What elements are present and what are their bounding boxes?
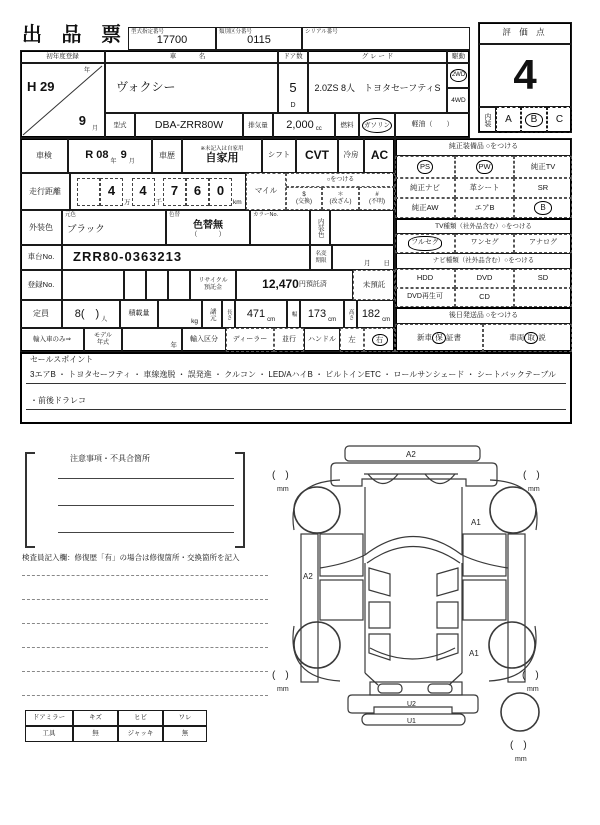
mileage-sen: 千 (155, 198, 162, 206)
import-dealer: ディーラー (226, 328, 274, 352)
navi-dvd-play: DVD再生可 (395, 288, 455, 307)
model-year-l2: 年式 (96, 340, 109, 346)
reg-no-cell-1 (62, 270, 124, 300)
ac-value: AC (364, 138, 395, 173)
model-code-label: 型式 (105, 113, 135, 138)
color-change-value: 色替無 (193, 219, 223, 231)
color-change-paren: （ ） (190, 231, 226, 239)
equip-pw (455, 156, 514, 178)
displacement-number: 2,000 (286, 119, 314, 132)
displacement-value (273, 113, 335, 138)
spec-label: 諸元 (202, 300, 222, 328)
import-parallel: 並行 (274, 328, 304, 352)
color-no-label: カラーNo. (253, 212, 279, 218)
recycle-l1: リサイクル (198, 278, 228, 285)
name-change-value: 月 日 (332, 245, 395, 270)
model-year-value: 年 (122, 328, 182, 352)
length-label: 長さ (222, 300, 235, 328)
inspector-line-6 (22, 695, 268, 696)
length-number: 471 (246, 307, 266, 320)
doors-number: 5 (289, 79, 297, 95)
navi-empty (514, 288, 572, 307)
capacity-number: 8( ) (74, 307, 100, 320)
sales-label: セールスポイント (30, 355, 94, 365)
interior-grade-b (521, 107, 547, 133)
color-no-cell (250, 210, 310, 245)
mileage-label: 走行距離 (20, 173, 70, 210)
evaluation-label: 評 価 点 (478, 22, 572, 44)
model-designation-label: 型式指定番号 (131, 29, 165, 35)
opt2-symbol: ＊ (337, 191, 344, 198)
recycle-l2: 預託金 (203, 285, 222, 291)
shift-label: シフト (262, 138, 296, 173)
handle-label: ハンドル (304, 328, 340, 352)
opt1-symbol: $ (302, 191, 306, 198)
fuel-label: 燃料 (335, 113, 359, 138)
shaken-month-suffix: 月 (128, 159, 135, 166)
class-code-box (216, 27, 302, 50)
mileage-digit-2: 4 (100, 178, 123, 206)
notes-line-1 (58, 478, 234, 479)
mileage-digit-4: 7 (163, 178, 186, 206)
mileage-digit-5: 6 (186, 178, 209, 206)
handle-right (364, 328, 395, 352)
equip-ps-circle: PS (417, 160, 433, 175)
int-color-value (330, 210, 395, 245)
navi-cd: CD (455, 288, 514, 307)
chassis-value: ZRR80-0363213 (62, 245, 310, 270)
equip-leather: 革シート (455, 178, 514, 198)
equipment-header: 純正装備品 ○をつける (395, 138, 572, 156)
import-only-label: 輸入車のみ⇒ (20, 328, 84, 352)
car-name-header: 車 名 (105, 50, 278, 63)
car-name-value: ヴォクシー (105, 63, 278, 113)
height-value (357, 300, 395, 328)
equip-aw: 純正AW (395, 198, 455, 218)
later-ship-header: 後日発送品 ○をつける (395, 307, 572, 324)
damage-a1-rear-label: A1 (469, 649, 479, 658)
int-color-label: 内装色 (310, 210, 330, 245)
mileage-opt-exchange (286, 187, 322, 210)
height-number: 182 (361, 307, 381, 320)
name-change-l1: 名変 (315, 251, 327, 258)
notes-line-3 (58, 532, 234, 533)
tread-front-left: ( ) (272, 470, 289, 481)
tread-rear-right-mm: mm (527, 686, 539, 693)
tool-break: ワレ (163, 710, 207, 726)
first-reg-cell (20, 63, 105, 138)
load-label: 積載量 (120, 300, 158, 328)
width-label: 幅 (287, 300, 300, 328)
recycle-value (236, 270, 353, 300)
shaken-label: 車検 (20, 138, 68, 173)
model-code-value: DBA-ZRR80W (135, 113, 243, 138)
warranty-book (395, 324, 483, 352)
navi-type-header: ナビ種類（社外品含む）○をつける (395, 253, 572, 269)
recycle-amount: 12,470 (262, 277, 299, 292)
color-change-label: 色替 (169, 212, 181, 218)
equip-pw-circle: PW (476, 160, 492, 175)
tread-front-right-mm: mm (528, 486, 540, 493)
history-label: 車歴 (152, 138, 182, 173)
inspector-line-2 (22, 599, 268, 600)
first-reg-header: 初年度登録 (20, 50, 105, 63)
mileage-digit-6: 0 (209, 178, 232, 206)
interior-grade-a: A (496, 107, 521, 133)
equip-b (514, 198, 572, 218)
opt1-text: (交換) (296, 198, 312, 205)
ac-label: 冷房 (338, 138, 364, 173)
history-note: ※未記入は自家用 (200, 146, 244, 153)
grade-header: グ レ ー ド (308, 50, 447, 63)
car-damage-diagram (268, 438, 580, 783)
mileage-digit-1 (77, 178, 100, 206)
displacement-label: 排気量 (243, 113, 273, 138)
tool-scratch: キズ (73, 710, 118, 726)
tv-type-header: TV種類（社外品含む）○をつける (395, 218, 572, 234)
equip-sr: SR (514, 178, 572, 198)
drive-header: 駆動 (447, 50, 470, 63)
serial-label: シリアル番号 (305, 29, 338, 35)
tread-spare: ( ) (510, 740, 527, 751)
inspector-line-4 (22, 647, 268, 648)
damage-u2-label: U2 (407, 701, 416, 708)
shaken-era: R 08 (85, 149, 109, 162)
inspector-note: 検査員記入欄：修復歴「有」の場合は修復箇所・交換箇所を記入 (22, 552, 240, 562)
mileage-man: 万 (124, 198, 131, 206)
orig-color-label: 元色 (65, 212, 77, 218)
equip-tv: 純正TV (514, 156, 572, 178)
tv-oneseg: ワンセグ (455, 234, 514, 253)
interior-grade-b-circle: B (525, 113, 543, 127)
import-type-label: 輸入区分 (182, 328, 226, 352)
tread-spare-mm: mm (515, 756, 527, 763)
serial-box (302, 27, 470, 50)
shaken-year-suffix: 年 (110, 159, 117, 166)
handle-right-circle: 右 (372, 334, 388, 347)
ext-color-label: 外装色 (20, 210, 62, 245)
shaken-month: 9 (120, 149, 127, 162)
tread-rear-left: ( ) (272, 670, 289, 681)
opt3-symbol: # (375, 191, 379, 198)
capacity-value (62, 300, 120, 328)
first-reg-month-suffix: 月 (91, 126, 98, 133)
drive-2wd (447, 63, 470, 88)
equip-airbag: エアB (455, 198, 514, 218)
fuel-gasoline (359, 113, 395, 138)
drive-2wd-circle: 2WD (450, 69, 467, 82)
notes-label: 注意事項・不具合箇所 (70, 454, 150, 464)
width-unit: cm (328, 317, 337, 324)
displacement-unit: cc (315, 126, 322, 133)
warranty-circle: 保 (432, 332, 446, 345)
length-unit: cm (267, 317, 276, 324)
recycle-suffix: 円預託済 (298, 280, 327, 288)
history-value (182, 138, 262, 173)
warranty-pre: 新車 (417, 332, 432, 342)
width-number: 173 (307, 307, 327, 320)
reg-no-cell-4 (168, 270, 190, 300)
equip-b-circle: B (534, 201, 552, 214)
inspector-line-5 (22, 671, 268, 672)
sales-line2: ・前後ドラレコ (26, 392, 566, 410)
tool-jack: ジャッキ (118, 726, 163, 742)
mileage-opt-unknown (359, 187, 395, 210)
tv-fullseg-circle: フルセグ (408, 236, 442, 250)
notes-bracket-left (25, 452, 35, 548)
length-value (235, 300, 287, 328)
class-code-value: 0115 (247, 34, 271, 47)
inspector-line-1 (22, 575, 268, 576)
height-label: 高さ (344, 300, 357, 328)
doors-d: D (290, 101, 296, 109)
class-code-label: 類別区分番号 (219, 29, 253, 35)
mileage-opt-tampered (322, 187, 359, 210)
history-text: 自家用 (205, 152, 239, 165)
manual-circle: 取 (524, 332, 538, 345)
mileage-digits (70, 173, 246, 210)
sales-line1: 3エアB ・ トヨタセーフティ ・ 車線逸脱 ・ 誤発進 ・ クルコン ・ LED/AハイB ・ ビルトインETC ・ ロールサンシェード ・ シートバックテーブル (26, 366, 566, 384)
tread-rear-right: ( ) (522, 670, 539, 681)
interior-grade-label: 内装 (478, 107, 496, 133)
first-reg-month: 9 (78, 113, 86, 129)
load-value: kg (158, 300, 202, 328)
mileage-mile: マイル (246, 173, 286, 210)
opt3-text: (不明) (369, 198, 385, 205)
handle-left: 左 (340, 328, 364, 352)
tool-none-1: 無 (73, 726, 118, 742)
capacity-unit: 人 (101, 317, 108, 324)
mileage-digit-3: 4 (132, 178, 155, 206)
tread-rear-left-mm: mm (277, 686, 289, 693)
navi-sd: SD (514, 269, 572, 288)
doors-value (278, 63, 308, 113)
reg-no-cell-2 (124, 270, 146, 300)
width-value (300, 300, 344, 328)
name-change-label (310, 245, 332, 270)
model-designation-value: 17700 (156, 34, 188, 47)
tool-none-2: 無 (163, 726, 207, 742)
model-designation-box (128, 27, 216, 50)
tool-label: 工具 (25, 726, 73, 742)
tv-analog: アナログ (514, 234, 572, 253)
equip-ps (395, 156, 455, 178)
grade-value: 2.0ZS 8人 トヨタセーフティS (308, 63, 447, 113)
manual-post: 説 (538, 332, 546, 342)
opt2-text: (改ざん) (329, 198, 352, 205)
page-title: 出 品 票 (22, 23, 129, 46)
capacity-label: 定員 (20, 300, 62, 328)
notes-bracket-right (235, 452, 245, 548)
warranty-post: 証書 (446, 332, 461, 342)
notes-line-2 (58, 505, 234, 506)
mileage-km: km (233, 198, 242, 206)
inspector-line-3 (22, 623, 268, 624)
height-unit: cm (382, 317, 391, 324)
drive-4wd: 4WD (447, 88, 470, 113)
first-reg-year-suffix: 年 (83, 68, 90, 74)
damage-a2-front-label: A2 (406, 450, 416, 459)
first-reg-era: H 29 (27, 79, 55, 94)
ext-color-orig (62, 210, 166, 245)
damage-u1-label: U1 (407, 718, 416, 725)
damage-a2-side-label: A2 (303, 572, 313, 581)
model-year-l1: モデル (94, 333, 112, 340)
tv-fullseg (395, 234, 455, 253)
name-change-l2: 期限 (315, 257, 327, 264)
reg-no-label: 登録No. (20, 270, 62, 300)
evaluation-score: 4 (478, 44, 572, 107)
manual-pre: 車両 (509, 332, 525, 342)
tool-crack: ヒビ (118, 710, 163, 726)
navi-hdd: HDD (395, 269, 455, 288)
mileage-circle-note: ○をつける (286, 173, 395, 187)
equip-navi: 純正ナビ (395, 178, 455, 198)
fuel-diesel-paren: （ ） (425, 121, 454, 129)
reg-no-cell-3 (146, 270, 168, 300)
tool-mirror-label: ドアミラー (25, 710, 73, 726)
tread-front-right: ( ) (523, 470, 540, 481)
shaken-value (68, 138, 152, 173)
tread-front-left-mm: mm (277, 486, 289, 493)
fuel-gasoline-circle: ガソリン (362, 118, 392, 133)
fuel-diesel (395, 113, 470, 138)
damage-a1-front-label: A1 (471, 518, 481, 527)
recycle-label (190, 270, 236, 300)
orig-color-value: ブラック (67, 224, 105, 236)
owner-manual (483, 324, 572, 352)
doors-header: ドア数 (278, 50, 308, 63)
ext-color-change (166, 210, 250, 245)
interior-grade-c: C (547, 107, 572, 133)
shift-value: CVT (296, 138, 338, 173)
navi-dvd: DVD (455, 269, 514, 288)
chassis-label: 車台No. (20, 245, 62, 270)
fuel-diesel-label: 軽油 (411, 121, 426, 129)
model-year-label (84, 328, 122, 352)
recycle-none: 未預託 (353, 270, 395, 300)
